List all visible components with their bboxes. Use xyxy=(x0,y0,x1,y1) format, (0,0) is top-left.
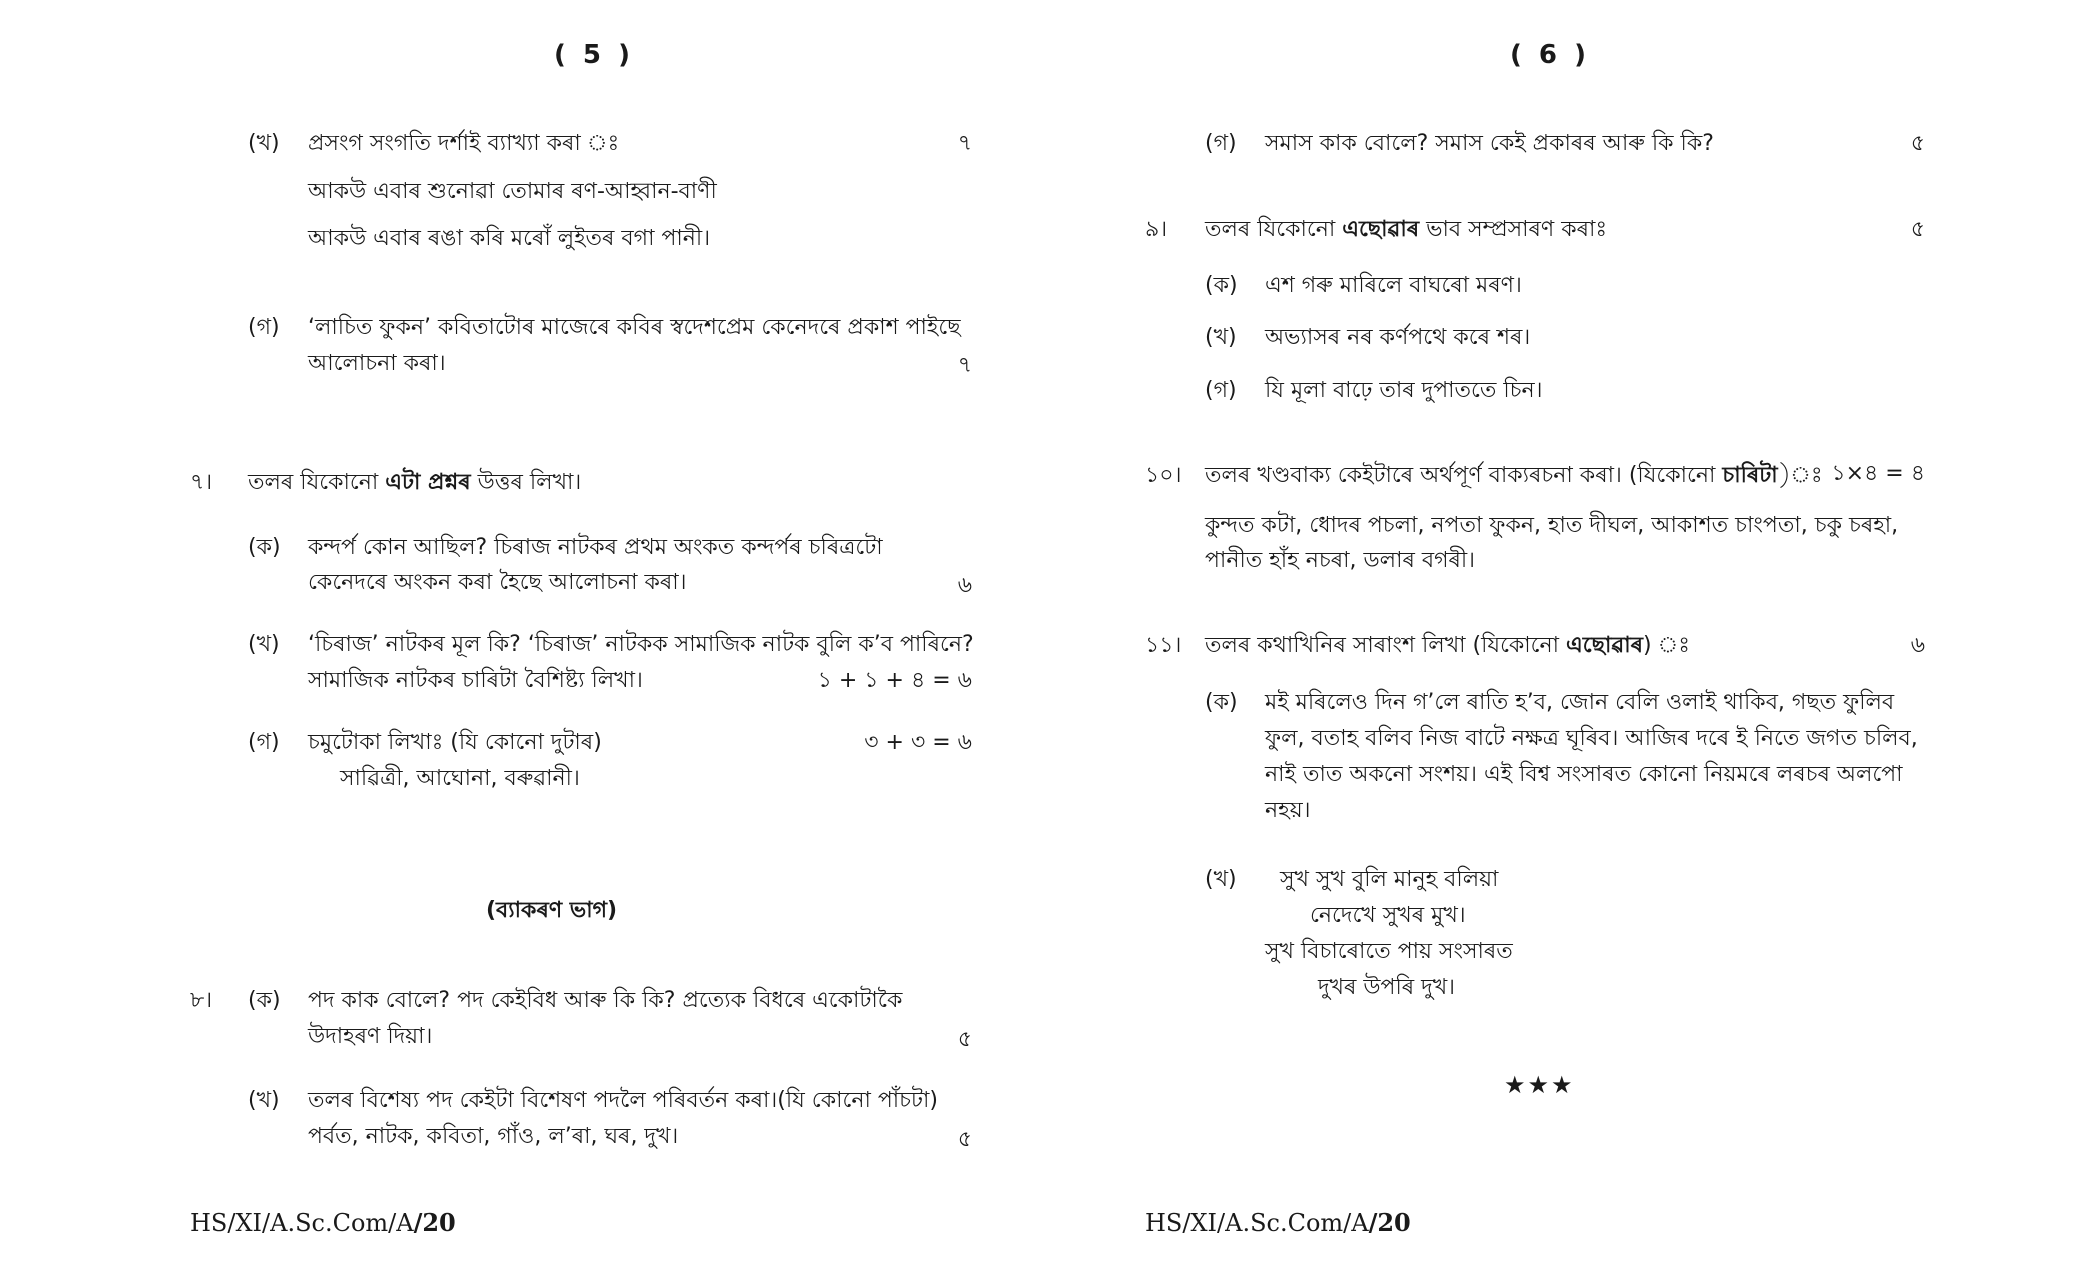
q8-ga-marks: ৫ xyxy=(1910,131,1925,156)
q11-ka-line2: ফুল, বতাহ বলিব নিজ বাটে নক্ষত্ৰ ঘূৰিব। আজিৰ দৰে ই নিতে জগত চলিব, xyxy=(1265,726,1918,751)
q7-kha-marks: ১ + ১ + ৪ = ৬ xyxy=(817,668,972,693)
q11-kha-line2: নেদেখে সুখৰ মুখ। xyxy=(1310,903,1466,928)
q8-ka-label: (ক) xyxy=(248,988,281,1013)
q9-instruction: তলৰ যিকোনো এছোৱাৰ ভাব সম্প্ৰসাৰণ কৰাঃ xyxy=(1205,217,1608,242)
q8-kha-text2: পৰ্বত, নাটক, কবিতা, গাঁও, ল’ৰা, ঘৰ, দুখ। xyxy=(308,1124,679,1149)
q8-kha-text1: তলৰ বিশেষ্য পদ কেইটা বিশেষণ পদলৈ পৰিবৰ্তন কৰা।(যি কোনো পাঁচটা) xyxy=(308,1088,938,1113)
q10-number: ১০। xyxy=(1145,463,1182,488)
q7-ga-label: (গ) xyxy=(248,730,280,755)
q8-ga-text: সমাস কাক বোলে? সমাস কেই প্ৰকাৰৰ আৰু কি কি? xyxy=(1265,131,1714,156)
q7-instruction: তলৰ যিকোনো এটা প্ৰশ্নৰ উত্তৰ লিখা। xyxy=(248,470,582,495)
q8-kha-marks: ৫ xyxy=(957,1127,972,1152)
section-heading-grammar: (ব্যাকৰণ ভাগ) xyxy=(486,898,618,923)
q9-kha-label: (খ) xyxy=(1205,325,1237,350)
q9-ka-label: (ক) xyxy=(1205,273,1238,298)
q11-ka-line4: নহয়। xyxy=(1265,798,1311,823)
q10-marks: ১×৪ = ৪ xyxy=(1831,461,1925,486)
q11-ka-label: (ক) xyxy=(1205,690,1238,715)
q9-ka-text: এশ গৰু মাৰিলে বাঘৰো মৰণ। xyxy=(1265,273,1522,298)
q9-marks: ৫ xyxy=(1910,217,1925,242)
page-number-5: ( 5 ) xyxy=(554,40,634,70)
q8-kha-label: (খ) xyxy=(248,1088,280,1113)
q7-ga-text2: সাৱিত্ৰী, আঘোনা, বৰুৱানী। xyxy=(340,766,580,791)
q6-ga-marks: ৭ xyxy=(957,353,972,378)
q8-ka-marks: ৫ xyxy=(957,1027,972,1052)
q11-marks: ৬ xyxy=(1910,633,1925,658)
q7-ka-marks: ৬ xyxy=(957,573,972,598)
end-stars: ★★★ xyxy=(1504,1071,1575,1099)
q6-ga-text2: আলোচনা কৰা। xyxy=(308,351,446,376)
q8-ga-label: (গ) xyxy=(1205,131,1237,156)
q6-ga-label: (গ) xyxy=(248,315,280,340)
q6-kha-line2: আকউ এবাৰ ৰঙা কৰি মৰোঁ লুইতৰ বগা পানী। xyxy=(308,226,711,251)
q7-ga-text1: চমুটোকা লিখাঃ (যি কোনো দুটাৰ) xyxy=(308,730,602,755)
q8-number: ৮। xyxy=(190,988,213,1013)
q6-kha-label: (খ) xyxy=(248,131,280,156)
page-number-6: ( 6 ) xyxy=(1510,40,1590,70)
q9-number: ৯। xyxy=(1145,217,1168,242)
q10-phrases-line1: কুন্দত কটা, ধোদৰ পচলা, নপতা ফুকন, হাত দীঘল, আকাশত চাংপতা, চকু চৰহা, xyxy=(1205,513,1899,538)
q11-number: ১১। xyxy=(1145,633,1182,658)
q7-kha-text1: ‘চিৰাজ’ নাটকৰ মূল কি? ‘চিৰাজ’ নাটকক সামাজিক নাটক বুলি ক’ব পাৰিনে? xyxy=(308,632,974,657)
q7-ka-label: (ক) xyxy=(248,535,281,560)
q11-ka-line1: মই মৰিলেও দিন গ’লে ৰাতি হ’ব, জোন বেলি ওলাই থাকিব, গছত ফুলিব xyxy=(1265,690,1895,715)
q11-kha-label: (খ) xyxy=(1205,867,1237,892)
q8-ka-text2: উদাহৰণ দিয়া। xyxy=(308,1024,433,1049)
q8-ka-text1: পদ কাক বোলে? পদ কেইবিধ আৰু কি কি? প্ৰত্যেক বিধৰে একোটাকৈ xyxy=(308,988,903,1013)
q11-kha-line3: সুখ বিচাৰোতে পায় সংসাৰত xyxy=(1265,939,1513,964)
q7-kha-text2: সামাজিক নাটকৰ চাৰিটা বৈশিষ্ট্য লিখা। xyxy=(308,668,643,693)
q9-ga-label: (গ) xyxy=(1205,378,1237,403)
footer-code-right: HS/XI/A.Sc.Com/A/20 xyxy=(1145,1208,1411,1237)
q11-ka-line3: নাই তাত অকনো সংশয়। এই বিশ্ব সংসাৰত কোনো নিয়মৰে লৰচৰ অলপো xyxy=(1265,762,1903,787)
q6-ga-text1: ‘লাচিত ফুকন’ কবিতাটোৰ মাজেৰে কবিৰ স্বদেশপ্ৰেম কেনেদৰে প্ৰকাশ পাইছে xyxy=(308,315,961,340)
q7-kha-label: (খ) xyxy=(248,632,280,657)
q11-instruction: তলৰ কথাখিনিৰ সাৰাংশ লিখা (যিকোনো এছোৱাৰ) ঃ xyxy=(1205,633,1690,658)
q7-number: ৭। xyxy=(190,470,213,495)
q11-kha-line1: সুখ সুখ বুলি মানুহ বলিয়া xyxy=(1280,867,1499,892)
q9-kha-text: অভ্যাসৰ নৰ কৰ্ণপথে কৰে শৰ। xyxy=(1265,325,1531,350)
q7-ga-marks: ৩ + ৩ = ৬ xyxy=(864,730,972,755)
q7-ka-text1: কন্দৰ্প কোন আছিল? চিৰাজ নাটকৰ প্ৰথম অংকত কন্দৰ্পৰ চৰিত্ৰটো xyxy=(308,535,883,560)
q6-kha-text: প্ৰসংগ সংগতি দৰ্শাই ব্যাখ্যা কৰা ঃ xyxy=(308,131,620,156)
q11-kha-line4: দুখৰ উপৰি দুখ। xyxy=(1318,975,1456,1000)
q10-phrases-line2: পানীত হাঁহ নচৰা, ডলাৰ বগৰী। xyxy=(1205,548,1476,573)
q9-ga-text: যি মূলা বাঢ়ে তাৰ দুপাততে চিন। xyxy=(1265,378,1543,403)
q6-kha-marks: ৭ xyxy=(957,131,972,156)
q10-instruction: তলৰ খণ্ডবাক্য কেইটাৰে অৰ্থপূৰ্ণ বাক্যৰচনা কৰা। (যিকোনো চাৰিটা)ঃ xyxy=(1205,463,1823,488)
q7-ka-text2: কেনেদৰে অংকন কৰা হৈছে আলোচনা কৰা। xyxy=(308,570,687,595)
footer-code-left: HS/XI/A.Sc.Com/A/20 xyxy=(190,1208,456,1237)
q6-kha-line1: আকউ এবাৰ শুনোৱা তোমাৰ ৰণ-আহ্বান-বাণী xyxy=(308,179,717,204)
